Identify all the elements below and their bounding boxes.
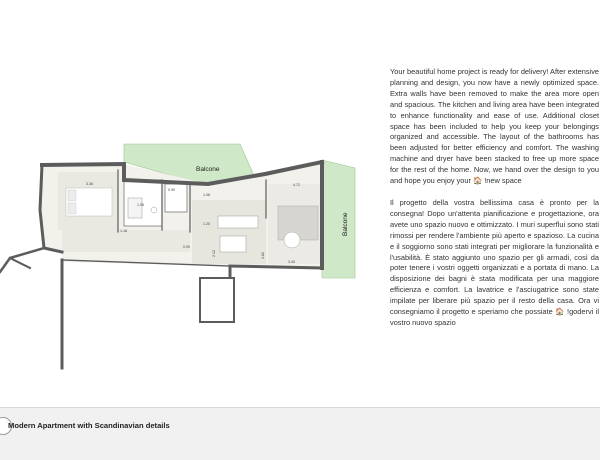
dim-340: 3.40 <box>288 260 295 264</box>
balcony-top-label: Balcone <box>196 166 220 173</box>
description-english: Your beautiful home project is ready for delivery! After extensive planning and design, you now have a newly optimized space. Extra walls have been removed to make the area more open and spacious. The kitchen and living area have been integrated to enhance functionality and ease of use. Additional closet space has been included to help you keep your belongings organized and accessible. The layout of the bathrooms has been adjusted for better efficiency and comfort. The washing machine and dryer have been stacked to free up more space for the rest of the home. Now, we hand over the design to you and hope you enjoy your 🏠 !new space <box>390 67 599 186</box>
pillow-2 <box>68 203 76 214</box>
dim-182: 1.82 <box>261 252 265 259</box>
footer-bar <box>0 407 600 460</box>
dining-table <box>220 236 246 252</box>
balcony-right-label: Balcone <box>342 212 349 236</box>
dim-212: 2.12 <box>212 250 216 257</box>
hall-area <box>62 230 190 252</box>
pillow-1 <box>68 190 76 201</box>
dim-120: 1.20 <box>203 222 210 226</box>
description-italian: Il progetto della vostra bellissima casa è pronto per la consegna! Dopo un'attenta pianificazione e progettazione, ora avete uno spazio nuovo e ottimizzato. I muri superflui sono stati rimossi per rendere l'ambiente più aperto e spazioso. La cucina e il soggiorno sono stati integrati per migliorare la funzionalità e l'usabilità. È stato aggiunto uno spazio per gli armadi, così da poter tenere i vostri oggetti organizzati e a portata di mano. La disposizione dei bagni è stata modificata per una maggiore efficienza e comfort. La lavatrice e l'asciugatrice sono state impilate per liberare più spazio per il resto della casa. Ora vi consegniamo il progetto e speriamo che possiate 🏠 !godervi il vostro nuovo spazio <box>390 197 599 327</box>
balcony-right <box>322 160 355 278</box>
bathtub <box>128 198 142 218</box>
dim-195: 1.95 <box>137 203 144 207</box>
description-column <box>390 67 599 329</box>
footer-divider <box>0 407 600 408</box>
footer-title: Modern Apartment with Scandinavian details <box>8 421 170 430</box>
dim-099: 0.99 <box>168 188 175 192</box>
dim-336: 3.36 <box>86 182 93 186</box>
dim-090: 0.90 <box>183 245 190 249</box>
dim-118: 1.18 <box>120 229 127 233</box>
kitchen-area <box>192 200 266 264</box>
coffee-table <box>284 232 300 248</box>
shaft <box>200 278 234 322</box>
dim-472: 4.72 <box>293 183 300 187</box>
floor-plan <box>0 140 360 380</box>
kitchen-island <box>218 216 258 228</box>
toilet <box>151 207 157 213</box>
dim-106: 1.06 <box>203 193 210 197</box>
